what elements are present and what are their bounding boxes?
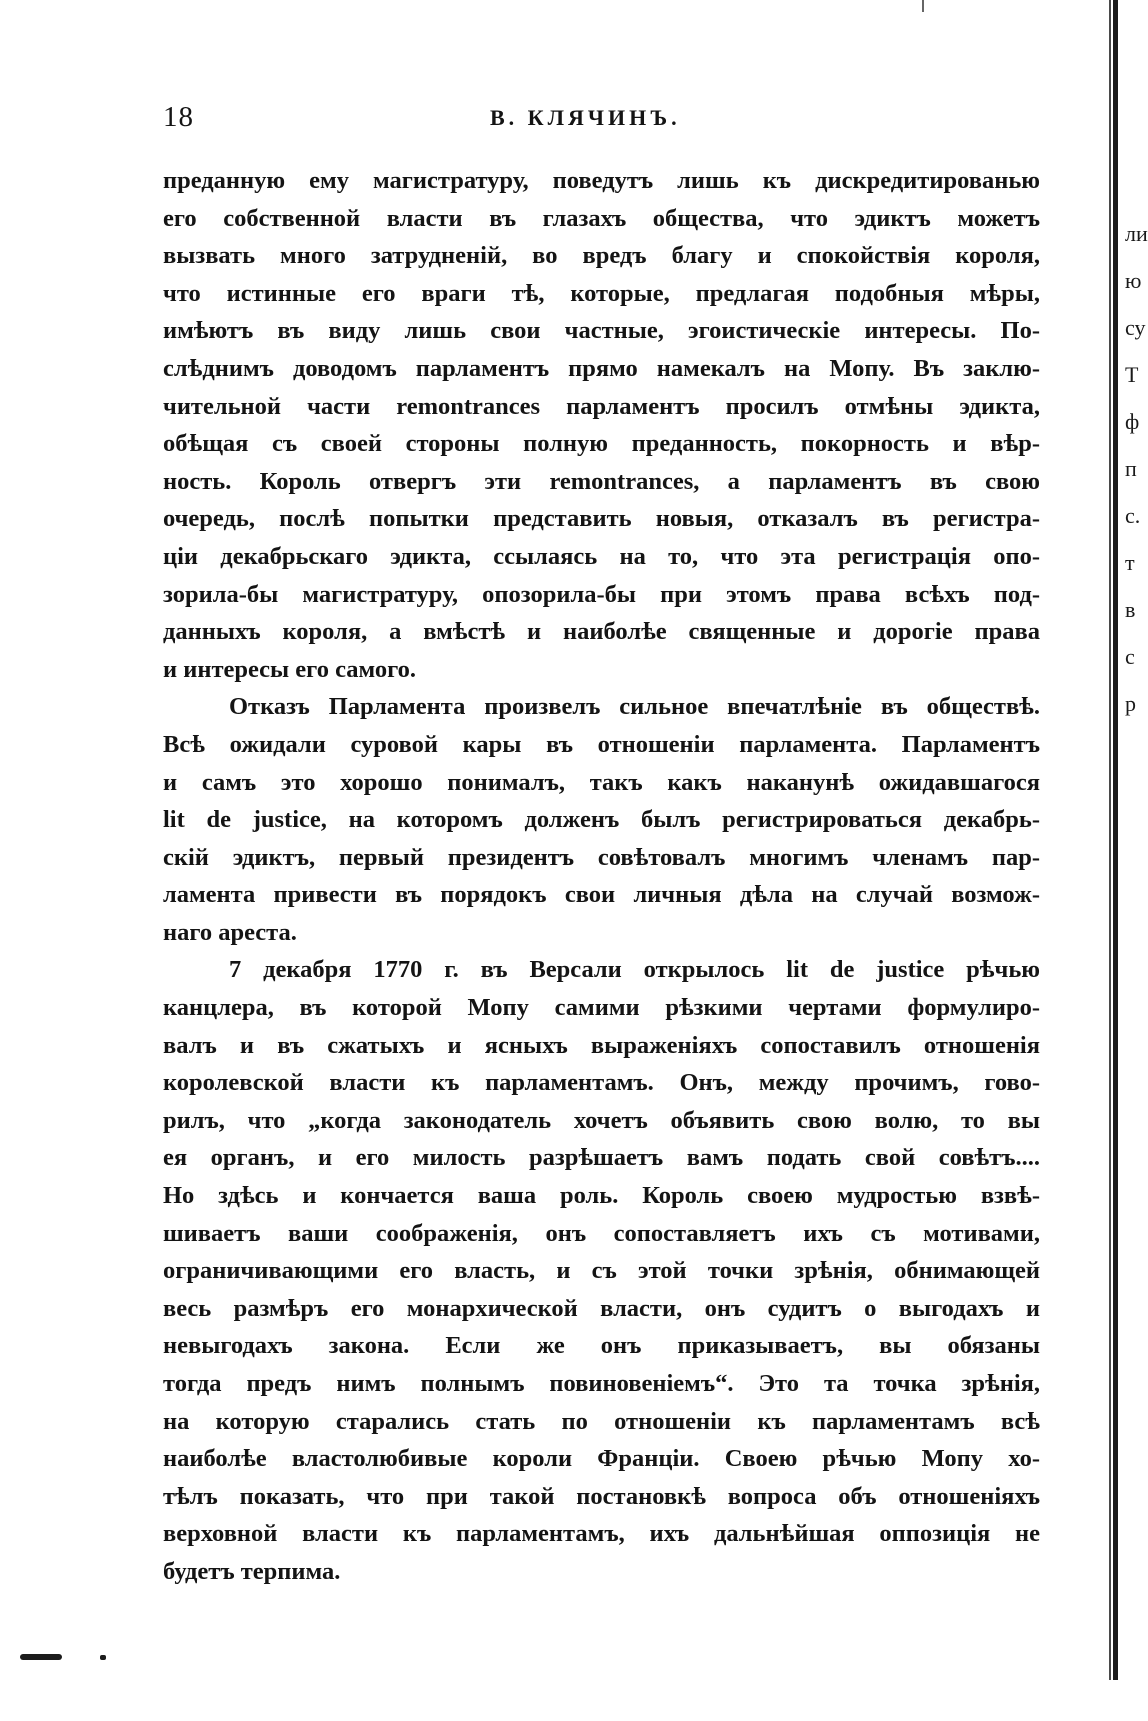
facing-page-fragment: ю xyxy=(1125,268,1142,293)
text-line: Отказъ Парламента произвелъ сильное впечатлѣніе въ обществѣ. xyxy=(229,693,1040,721)
facing-page-fragment: п xyxy=(1125,456,1137,481)
text-line: ламента привести въ порядокъ свои личныя дѣла на случай возмож- xyxy=(163,881,1040,909)
text-line: рилъ, что „когда законодатель хочетъ объявить свою волю, то вы xyxy=(163,1106,1040,1134)
text-line: зорила-бы магистратуру, опозорила-бы при этомъ права всѣхъ под- xyxy=(163,580,1040,608)
text-line: верховной власти къ парламентамъ, ихъ дальнѣйшая оппозиція не xyxy=(163,1520,1040,1548)
facing-page-fragment: ф xyxy=(1125,409,1140,434)
text-line: ограничивающими его власть, и съ этой точки зрѣнія, обнимающей xyxy=(163,1257,1040,1285)
text-line: вызвать много затрудненій, во вредъ благу и спокойствія короля, xyxy=(163,242,1040,270)
running-head: В. КЛЯЧИНЪ. xyxy=(490,105,681,130)
text-line: королевской власти къ парламентамъ. Онъ, между прочимъ, гово- xyxy=(163,1069,1040,1097)
text-line: наго ареста. xyxy=(163,918,297,946)
text-line: обѣщая съ своей стороны полную преданность, покорность и вѣр- xyxy=(163,430,1040,458)
facing-page-fragment: р xyxy=(1125,691,1136,716)
scan-speck xyxy=(20,1654,62,1660)
scan-speck xyxy=(922,0,924,12)
facing-page-fragment: ли xyxy=(1125,221,1148,246)
text-line: что истинные его враги тѣ, которые, предлагая подобныя мѣры, xyxy=(163,279,1040,307)
text-line: слѣднимъ доводомъ парламентъ прямо намекалъ на Мопу. Въ заклю- xyxy=(163,354,1040,382)
page-number: 18 xyxy=(163,101,194,133)
facing-page-fragments xyxy=(1125,210,1148,727)
text-line: наиболѣе властолюбивые короли Франціи. Своею рѣчью Мопу хо- xyxy=(163,1445,1040,1473)
scan-speck xyxy=(100,1655,106,1660)
text-line: Но здѣсь и кончается ваша роль. Король своею мудростью взвѣ- xyxy=(163,1182,1040,1210)
facing-page-fragment: в xyxy=(1125,597,1136,622)
facing-page-fragment: т xyxy=(1125,550,1135,575)
text-line: валъ и въ сжатыхъ и ясныхъ выраженіяхъ сопоставилъ отношенія xyxy=(163,1031,1040,1059)
text-line: чительной части remontrances парламентъ просилъ отмѣны эдикта, xyxy=(163,392,1040,420)
text-line: тѣлъ показать, что при такой постановкѣ вопроса объ отношеніяхъ xyxy=(163,1482,1040,1510)
text-line: очередь, послѣ попытки представить новыя, отказалъ въ регистра- xyxy=(163,505,1040,533)
text-line: тогда предъ нимъ полнымъ повиновеніемъ“. Это та точка зрѣнія, xyxy=(163,1370,1040,1397)
text-line: невыгодахъ закона. Если же онъ приказываетъ, вы обязаны xyxy=(163,1332,1040,1360)
text-line: весь размѣръ его монархической власти, онъ судитъ о выгодахъ и xyxy=(163,1294,1040,1322)
text-line: ея органъ, и его милость разрѣшаетъ вамъ подать свой совѣтъ.... xyxy=(163,1144,1040,1172)
text-line: канцлера, въ которой Мопу самими рѣзкими чертами формулиро- xyxy=(163,994,1040,1022)
text-line: данныхъ короля, а вмѣстѣ и наиболѣе священные и дорогіе права xyxy=(163,618,1040,646)
text-line: шиваетъ ваши соображенія, онъ сопоставляетъ ихъ съ мотивами, xyxy=(163,1219,1040,1247)
text-line: на которую старались стать по отношеніи къ парламентамъ всѣ xyxy=(163,1407,1040,1435)
text-line: преданную ему магистратуру, поведутъ лишь къ дискредитированью xyxy=(163,167,1040,194)
text-line: ность. Король отвергъ эти remontrances, а парламентъ въ свою xyxy=(163,467,1040,495)
facing-page-fragment: с. xyxy=(1125,503,1141,528)
text-line: скій эдиктъ, первый президентъ совѣтовалъ многимъ членамъ пар- xyxy=(163,843,1040,871)
text-line: 7 декабря 1770 г. въ Версали открылось lit de justice рѣчью xyxy=(229,956,1040,984)
facing-page-fragment: Т xyxy=(1125,362,1139,387)
text-line: lit de justice, на которомъ долженъ былъ регистрироваться декабрь- xyxy=(163,806,1040,834)
text-line: и самъ это хорошо понималъ, такъ какъ наканунѣ ожидавшагося xyxy=(163,768,1040,796)
text-line: Всѣ ожидали суровой кары въ отношеніи парламента. Парламентъ xyxy=(163,730,1040,758)
facing-page-fragment: су xyxy=(1125,315,1146,340)
text-line: будетъ терпима. xyxy=(163,1557,341,1585)
page-edge-shadow xyxy=(1109,0,1111,1680)
text-line: ціи декабрьскаго эдикта, ссылаясь на то, что эта регистрація опо- xyxy=(163,542,1040,570)
page-edge-rule xyxy=(1113,0,1118,1680)
body-text xyxy=(163,162,1040,1591)
text-line: его собственной власти въ глазахъ общества, что эдиктъ можетъ xyxy=(163,204,1040,232)
text-line: имѣютъ въ виду лишь свои частные, эгоистическіе интересы. По- xyxy=(163,317,1040,345)
facing-page-fragment: с xyxy=(1125,644,1135,669)
text-line: и интересы его самого. xyxy=(163,655,417,683)
